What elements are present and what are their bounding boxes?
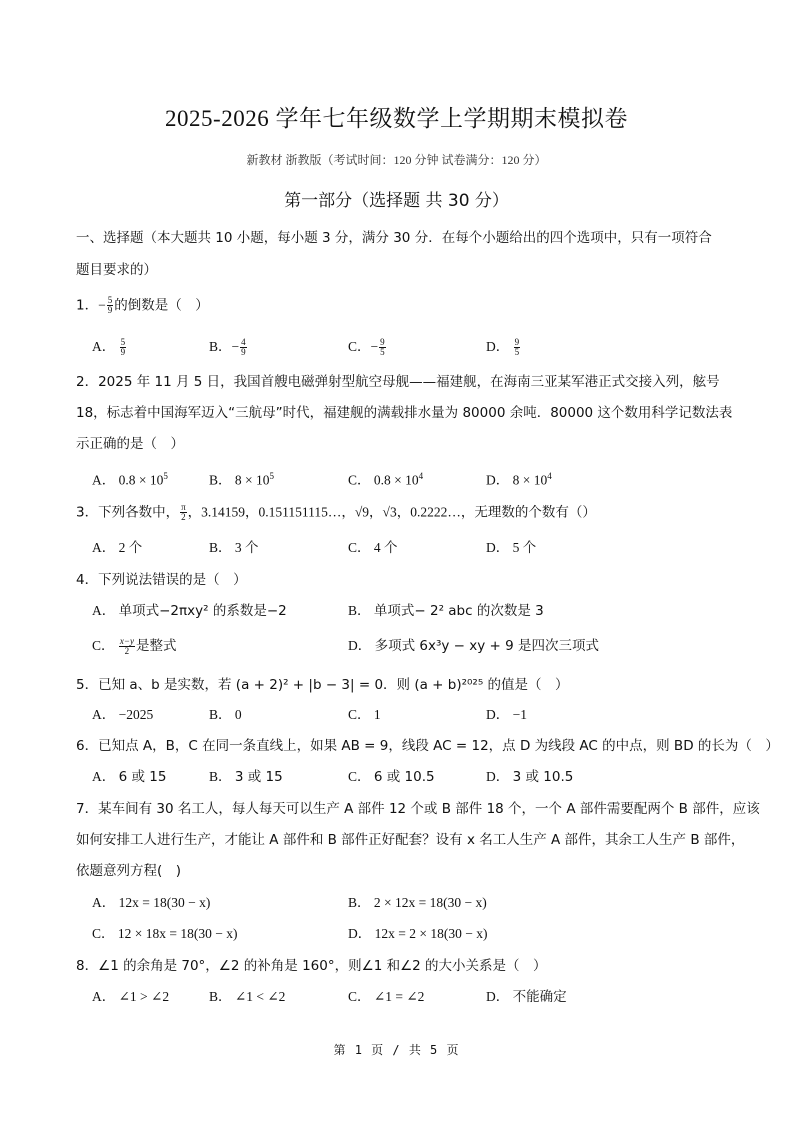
question-3-option-a[interactable]: A． 2 个	[92, 540, 143, 555]
question-8-option-b[interactable]: B． ∠1 < ∠2	[209, 989, 286, 1004]
question-5-option-a[interactable]: A． −2025	[92, 707, 154, 722]
question-6-option-b[interactable]: B． 3 或 15	[209, 769, 283, 785]
section-intro: 一、选择题（本大题共 10 小题，每小题 3 分，满分 30 分．在每个小题给出的四个选项中，只有一项符合	[76, 230, 712, 246]
question-7-stem-line3: 依题意列方程( )	[76, 863, 182, 879]
question-1-option-c[interactable]: C．− $\frac{9}{5}$	[348, 337, 385, 358]
question-2-stem-line3: 示正确的是（ ）	[76, 436, 184, 452]
question-7-option-b[interactable]: B． 2 × 12x = 18(30 − x)	[348, 895, 487, 910]
question-3-option-d[interactable]: D． 5 个	[486, 540, 537, 555]
question-8-stem: 8．∠1 的余角是 70°，∠2 的补角是 160°，则∠1 和∠2 的大小关系是（ ）	[76, 958, 547, 974]
page-footer: 第 1 页 / 共 5 页	[333, 1043, 460, 1057]
question-1-option-b[interactable]: B．− $\frac{4}{9}$	[209, 337, 246, 358]
question-5-option-d[interactable]: D． −1	[486, 707, 527, 722]
question-4-option-a[interactable]: A． 单项式−2πxy² 的系数是−2	[92, 603, 287, 619]
question-4-option-c[interactable]: C． $\frac{x-y}{2}$ 是整式	[92, 636, 177, 657]
question-5-option-c[interactable]: C． 1	[348, 707, 381, 722]
question-2-stem: 2．2025 年 11 月 5 日，我国首艘电磁弹射型航空母舰——福建舰，在海南三亚某军港正式交接入列，舷号	[76, 374, 720, 390]
section-intro-continued: 题目要求的）	[76, 262, 157, 278]
fraction: $\frac{\pi}{2}$	[181, 502, 186, 522]
question-6-option-a[interactable]: A． 6 或 15	[92, 769, 167, 785]
question-4-stem: 4．下列说法错误的是（ ）	[76, 572, 247, 588]
question-3-stem: 3．下列各数中， $\frac{\pi}{2}$ ，3.14159，0.151151115…，√9，√3，0.2222…，无理数的个数有（）	[76, 502, 596, 522]
question-3-option-b[interactable]: B． 3 个	[209, 540, 259, 555]
question-1-option-d[interactable]: D． $\frac{9}{5}$	[486, 337, 520, 358]
question-8-option-a[interactable]: A． ∠1 > ∠2	[92, 989, 170, 1004]
question-8-option-c[interactable]: C． ∠1 = ∠2	[348, 989, 425, 1004]
question-1-option-a[interactable]: A． $\frac{5}{9}$	[92, 337, 126, 358]
question-7-option-d[interactable]: D． 12x = 2 × 18(30 − x)	[348, 926, 488, 941]
question-4-option-d[interactable]: D． 多项式 6x³y − xy + 9 是四次三项式	[348, 638, 600, 654]
part-title: 第一部分（选择题 共 30 分）	[284, 191, 509, 211]
question-2-option-b[interactable]: B． $8 \times 10^5$	[209, 471, 275, 488]
question-2-option-d[interactable]: D． $8 \times 10^4$	[486, 471, 552, 488]
question-6-option-c[interactable]: C． 6 或 10.5	[348, 769, 435, 785]
question-7-stem-line2: 如何安排工人进行生产，才能让 A 部件和 B 部件正好配套？设有 x 名工人生产 A 部件，其余工人生产 B 部件，	[76, 832, 745, 848]
question-5-stem: 5．已知 a、b 是实数，若 (a + 2)² + |b − 3| = 0．则 (a + b)²⁰²⁵ 的值是（ ）	[76, 677, 569, 693]
fraction: $\frac{5}{9}$	[107, 295, 113, 315]
question-8-option-d[interactable]: D． 不能确定	[486, 989, 567, 1005]
question-7-stem: 7．某车间有 30 名工人，每人每天可以生产 A 部件 12 个或 B 部件 18 个，一个 A 部件需要配两个 B 部件，应该	[76, 801, 760, 817]
question-2-option-c[interactable]: C． $0.8 \times 10^4$	[348, 471, 424, 488]
question-2-stem-line2: 18，标志着中国海军迈入“三航母”时代，福建舰的满载排水量为 80000 余吨．80000 这个数用科学记数法表	[76, 405, 733, 421]
exam-title: 2025-2026 学年七年级数学上学期期末模拟卷	[165, 106, 628, 131]
question-4-option-b[interactable]: B． 单项式− 2² abc 的次数是 3	[348, 603, 544, 619]
question-7-option-c[interactable]: C． 12 × 18x = 18(30 − x)	[92, 926, 238, 941]
question-2-option-a[interactable]: A． $0.8 \times 10^5$	[92, 471, 168, 488]
question-3-option-c[interactable]: C． 4 个	[348, 540, 398, 555]
question-6-option-d[interactable]: D． 3 或 10.5	[486, 769, 574, 785]
question-7-option-a[interactable]: A． 12x = 18(30 − x)	[92, 895, 211, 910]
exam-subtitle: 新教材 浙教版（考试时间：120 分钟 试卷满分：120 分）	[246, 153, 547, 167]
question-1-stem: 1．− $\frac{5}{9}$ 的倒数是（ ）	[76, 295, 209, 315]
question-5-option-b[interactable]: B． 0	[209, 707, 242, 722]
question-6-stem: 6．已知点 A，B，C 在同一条直线上，如果 AB = 9，线段 AC = 12，点 D 为线段 AC 的中点，则 BD 的长为（ ）	[76, 738, 779, 754]
